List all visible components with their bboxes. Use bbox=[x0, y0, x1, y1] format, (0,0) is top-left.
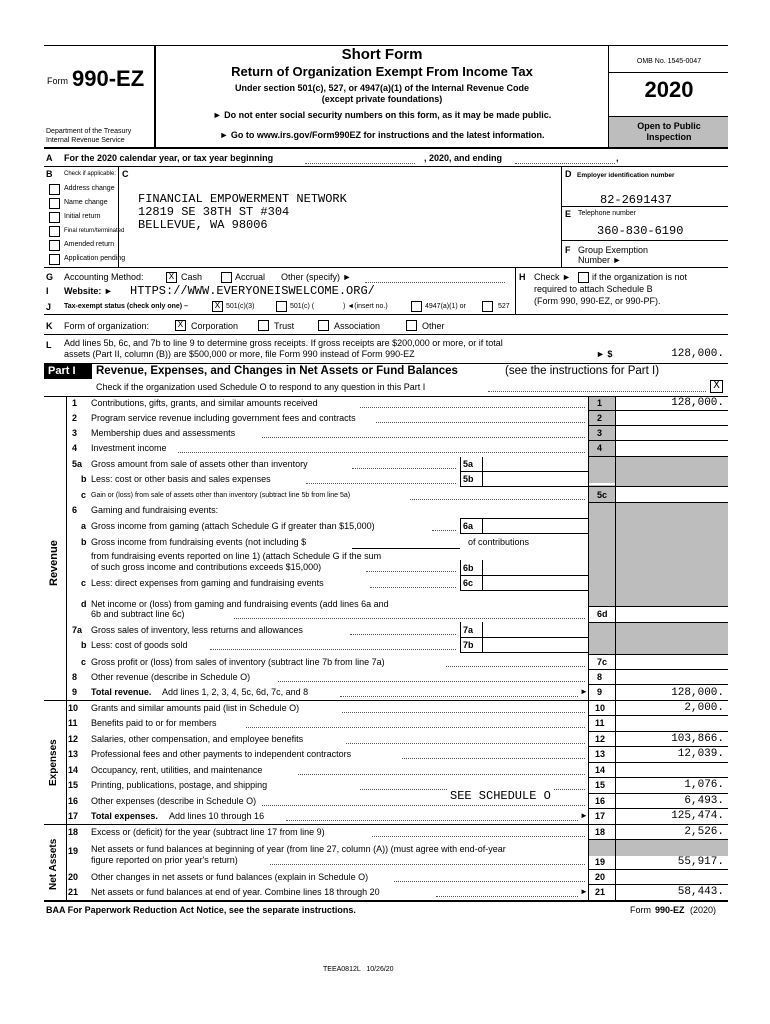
line-10-num: 10 bbox=[68, 703, 79, 713]
line-6d-text: Net income or (loss) from gaming and fundraising events (add lines 6a and bbox=[91, 599, 389, 609]
line-17-num: 17 bbox=[68, 811, 79, 821]
accrual-label: Accrual bbox=[235, 272, 266, 282]
line-6b-text-b: of contributions bbox=[468, 537, 530, 547]
part-i-title-note: (see the instructions for Part I) bbox=[505, 365, 660, 377]
line-a-label: A bbox=[46, 153, 53, 163]
section-e-title: Telephone number bbox=[578, 210, 636, 217]
line-19-num: 19 bbox=[68, 846, 79, 856]
line-9-amount[interactable]: 128,000. bbox=[671, 687, 724, 699]
line-5a-sub: 5a bbox=[463, 459, 474, 469]
line-5b-num: b bbox=[81, 474, 87, 484]
side-label-expenses: Expenses bbox=[48, 739, 59, 786]
line-5c-col: 5c bbox=[597, 490, 608, 500]
checkbox-4947[interactable] bbox=[411, 301, 422, 312]
line-8-num: 8 bbox=[72, 672, 78, 682]
line-5c-num: c bbox=[81, 490, 87, 500]
line-k-label: K bbox=[46, 321, 53, 331]
line-g-text: Accounting Method: bbox=[64, 272, 144, 282]
line-21-text: Net assets or fund balances at end of year. Combine lines 18 through 20 bbox=[91, 887, 380, 897]
line-5b-text: Less: cost or other basis and sales expenses bbox=[91, 474, 271, 484]
line-16-num: 16 bbox=[68, 796, 79, 806]
org-name[interactable]: FINANCIAL EMPOWERMENT NETWORK bbox=[138, 192, 347, 206]
section-d-label: D bbox=[565, 169, 572, 179]
k-opt-association: Association bbox=[334, 321, 381, 331]
line-17-text-b: Add lines 10 through 16 bbox=[169, 811, 265, 821]
line-19-text: Net assets or fund balances at beginning of year (from line 27, column (A)) (must agree with end-of-year bbox=[91, 844, 506, 854]
title-main: Return of Organization Exempt From Income Tax bbox=[231, 64, 533, 79]
checkbox-application-pending[interactable] bbox=[49, 254, 60, 265]
section-b-title: Check if applicable: bbox=[64, 171, 117, 177]
dept-line-2: Internal Revenue Service bbox=[46, 137, 125, 144]
line-3-col: 3 bbox=[597, 428, 603, 438]
line-l-label: L bbox=[46, 340, 52, 350]
other-method-field[interactable] bbox=[365, 282, 505, 283]
line-h-text-2: if the organization is not bbox=[592, 272, 688, 282]
section-f-title-2: Number ► bbox=[578, 255, 622, 265]
checkbox-trust[interactable] bbox=[258, 320, 269, 331]
line-i-label: I bbox=[46, 286, 49, 296]
line-14-num: 14 bbox=[68, 765, 79, 775]
line-7c-num: c bbox=[81, 657, 87, 667]
line-4-text: Investment income bbox=[91, 443, 167, 453]
j-opt-4947: 4947(a)(1) or bbox=[425, 303, 466, 310]
line-6d-num: d bbox=[81, 599, 87, 609]
line-11-col: 11 bbox=[595, 718, 605, 728]
line-6c-num: c bbox=[81, 578, 87, 588]
line-j-text: Tax-exempt status (check only one) – bbox=[64, 303, 188, 310]
tax-year-end-field[interactable] bbox=[515, 163, 615, 164]
line-15-col: 15 bbox=[595, 780, 606, 790]
checkbox-other-org[interactable] bbox=[406, 320, 417, 331]
checkbox-initial-return[interactable] bbox=[49, 212, 60, 223]
ein-value[interactable]: 82-2691437 bbox=[600, 193, 673, 207]
tax-year-begin-field[interactable] bbox=[305, 163, 415, 164]
form-page: Form 990-EZ Department of the Treasury Internal Revenue Service Short Form Return of Organization Exempt From Income Tax Under section 501(c), 527, or 4947(a)(1) of the Internal Revenue Code (except private foundations) ► Do not enter social security numbers on this form, as it may be made public. ► Go to www.irs.gov/Form990EZ for instructions and the latest information. OMB No. 1545-0047 2020 Open to Public Inspection A For the 2020 calendar year, or tax year beginning , 2020, and ending , B Check if applicable: Address change Name change Initial return Final return/terminated Amended return Application pending C FINANCIAL EMPOWERMENT NETWORK 12819 SE 38TH ST #304 BELLEVUE, WA 98006 D Employer identification number 82-2691437 E Telephone number 360-830-6190 F Group Exemption Number ► G Accounting Method: X Cash Accrual Other (specify) ► H Check ► if the organization is not required to attach Schedule B (Form 990, 990-EZ, or 990-PF). I Website: ► HTTPS://WWW.EVERYONEISWELCOME.ORG/ J Tax-exempt status (check only one) – X 501(c)(3) 501(c) ( ) ◄(insert no.) 4947(a)(1) or 527 K Form of organization: X Corporation Trust Association Other L Add lines 5b, 6c, and 7b to line 9 to determine gross receipts. If gross receipts are $200,000 or more, or if total assets (Part II, column (B)) are $500,000 or more, file Form 990 instead of Form 990-EZ ► $ 128,000. Part I Revenue, Expenses, and Changes in Net Assets or Fund Balances (see the instructions for Part I) Check if the organization used Schedule O to respond to any question in this Part I X Revenue Expenses Net Assets 1 Contributions, gifts, grants, and similar amounts received 1 128,000. 2 Program service revenue including government fees and contracts 2 3 Membership dues and assessments 3 4 Investment income 4 5a Gross amount from sale of assets other than inventory 5a b Less: cost or other basis and sales expenses 5b c Gain or (loss) from sale of assets other than inventory (subtract line 5b from line 5a) 5c 6 Gaming and fundraising events: a Gross income from gaming (attach Schedule G if greater than $15,000) 6a b Gross income from fundraising events (not including $ of contributions from fundraising events reported on line 1) (attach Schedule G if the sum of such gross income and contributions exceeds $15,000) 6b c Less: direct expenses from gaming and fundraising events 6c d Net income or (loss) from gaming and fundraising events (add lines 6a and 6b and subtract line 6c) 6d 7a Gross sales of inventory, less returns and allowances 7a b Less: cost of goods sold 7b c Gross profit or (loss) from sales of inventory (subtract line 7b from line 7a) 7c 8 Other revenue (describe in Schedule O) 8 9 Total revenue. Add lines 1, 2, 3, 4, 5c, 6d, 7c, and 8 ► 9 128,000. 10 Grants and similar amounts paid (list in Schedule O) 10 2,000. 11 Benefits paid to or for members 11 12 Salaries, other compensation, and employee benefits 12 103,866. 13 Professional fees and other payments to independent contractors 13 12,039. 14 Occupancy, rent, utilities, and maintenance 14 15 Printing, publications, postage, and shipping 15 1,076. 16 Other expenses (describe in Schedule O) SEE SCHEDULE O 16 6,493. 17 Total expenses. Add lines 10 through 16 ► 17 125,474. 18 Excess or (deficit) for the year (subtract line 17 from line 9) 18 2,526. 19 Net assets or fund balances at beginning of year (from line 27, column (A)) (must agree with end-of-year figure reported on prior year's return) 19 55,917. 20 Other changes in net assets or fund balances (explain in Schedule O) 20 21 Net assets or fund balances at end of year. Combine lines 18 through 20 ► 21 58,443. BAA For Paperwork Reduction Act Notice, see the separate instructions. Form 990-EZ (2020) TEEA0812L 10/26/20 bbox=[0, 0, 770, 1024]
omb-number: OMB No. 1545-0047 bbox=[636, 58, 702, 65]
section-b-label: B bbox=[46, 169, 53, 179]
k-opt-trust: Trust bbox=[274, 321, 295, 331]
checkbox-501c[interactable] bbox=[276, 301, 287, 312]
j-opt-527: 527 bbox=[498, 303, 510, 310]
line-2-col: 2 bbox=[597, 413, 603, 423]
line-1-col: 1 bbox=[597, 398, 603, 408]
line-17-text: Total expenses. bbox=[91, 811, 158, 821]
b-item-address-change: Address change bbox=[64, 185, 115, 192]
line-12-num: 12 bbox=[68, 734, 79, 744]
line-10-text: Grants and similar amounts paid (list in Schedule O) bbox=[91, 703, 300, 713]
footer-form-year: (2020) bbox=[690, 905, 717, 915]
subtitle-2: (except private foundations) bbox=[321, 94, 443, 104]
line-3-num: 3 bbox=[72, 428, 78, 438]
side-label-net-assets: Net Assets bbox=[48, 838, 59, 890]
phone-value[interactable]: 360-830-6190 bbox=[597, 224, 684, 238]
line-11-text: Benefits paid to or for members bbox=[91, 718, 217, 728]
checkbox-cash[interactable]: X bbox=[166, 272, 177, 283]
line-9-col: 9 bbox=[597, 687, 603, 697]
line-9-num: 9 bbox=[72, 687, 78, 697]
line-21-num: 21 bbox=[68, 887, 79, 897]
checkbox-association[interactable] bbox=[318, 320, 329, 331]
line-6c-sub: 6c bbox=[463, 578, 474, 588]
line-7b-num: b bbox=[81, 640, 87, 650]
line-6a-text: Gross income from gaming (attach Schedule G if greater than $15,000) bbox=[91, 521, 375, 531]
line-7a-text: Gross sales of inventory, less returns and allowances bbox=[91, 625, 303, 635]
line-21-col: 21 bbox=[595, 887, 606, 897]
line-9-text: Total revenue. bbox=[91, 687, 152, 697]
line-6d-col: 6d bbox=[597, 609, 608, 619]
line-16-note[interactable]: SEE SCHEDULE O bbox=[450, 789, 551, 803]
checkbox-name-change[interactable] bbox=[49, 198, 60, 209]
line-1-text: Contributions, gifts, grants, and similar amounts received bbox=[91, 398, 318, 408]
line-6b-text-d: of such gross income and contributions exceeds $15,000) bbox=[91, 562, 322, 572]
line-13-amount[interactable]: 12,039. bbox=[677, 748, 724, 760]
line-6c-text: Less: direct expenses from gaming and fundraising events bbox=[91, 578, 324, 588]
open-inspection-1: Open to Public bbox=[637, 121, 701, 131]
line-12-col: 12 bbox=[595, 734, 606, 744]
section-f-title: Group Exemption bbox=[578, 245, 649, 255]
line-18-amount[interactable]: 2,526. bbox=[684, 826, 724, 838]
b-item-name-change: Name change bbox=[64, 199, 108, 206]
line-2-num: 2 bbox=[72, 413, 78, 423]
subtitle-1: Under section 501(c), 527, or 4947(a)(1) of the Internal Revenue Code bbox=[234, 83, 530, 93]
form-word: Form bbox=[47, 76, 68, 86]
line-5b-sub: 5b bbox=[463, 474, 474, 484]
line-7b-sub: 7b bbox=[463, 640, 474, 650]
line-9-text-b: Add lines 1, 2, 3, 4, 5c, 6d, 7c, and 8 bbox=[162, 687, 309, 697]
gross-receipts-amount[interactable]: 128,000. bbox=[671, 348, 724, 360]
line-j-label: J bbox=[46, 302, 52, 312]
line-l-text-1: Add lines 5b, 6c, and 7b to line 9 to determine gross receipts. If gross receipts are $200,000 or more, or if total bbox=[64, 338, 503, 348]
line-16-col: 16 bbox=[595, 796, 606, 806]
part-i-badge: Part I bbox=[48, 365, 76, 377]
line-a-mid: , 2020, and ending bbox=[424, 153, 503, 163]
line-6-text: Gaming and fundraising events: bbox=[91, 505, 219, 515]
section-f-label: F bbox=[565, 245, 571, 255]
line-12-amount[interactable]: 103,866. bbox=[671, 733, 724, 745]
line-17-amount[interactable]: 125,474. bbox=[671, 810, 724, 822]
section-c-label: C bbox=[122, 169, 129, 179]
line-20-col: 20 bbox=[595, 872, 606, 882]
line-18-num: 18 bbox=[68, 827, 79, 837]
open-inspection-2: Inspection bbox=[646, 132, 692, 142]
line-3-text: Membership dues and assessments bbox=[91, 428, 236, 438]
line-16-amount[interactable]: 6,493. bbox=[684, 795, 724, 807]
part-i-title: Revenue, Expenses, and Changes in Net Assets or Fund Balances bbox=[96, 365, 458, 377]
line-g-label: G bbox=[46, 272, 54, 282]
line-6b-sub: 6b bbox=[463, 563, 474, 573]
line-19-col: 19 bbox=[595, 857, 606, 867]
checkbox-accrual[interactable] bbox=[221, 272, 232, 283]
line-20-text: Other changes in net assets or fund balances (explain in Schedule O) bbox=[91, 872, 369, 882]
notice-website: ► Go to www.irs.gov/Form990EZ for instructions and the latest information. bbox=[219, 130, 545, 140]
line-6b-text: Gross income from fundraising events (not including $ bbox=[91, 537, 307, 547]
checkbox-schedule-o[interactable]: X bbox=[710, 380, 723, 393]
checkbox-527[interactable] bbox=[482, 301, 493, 312]
line-4-col: 4 bbox=[597, 443, 603, 453]
checkbox-amended-return[interactable] bbox=[49, 240, 60, 251]
section-e-label: E bbox=[565, 209, 572, 219]
footer-code: TEEA0812L 10/26/20 bbox=[323, 966, 394, 973]
other-method-label: Other (specify) ► bbox=[281, 272, 352, 282]
line-2-text: Program service revenue including government fees and contracts bbox=[91, 413, 356, 423]
line-5c-text: Gain or (loss) from sale of assets other than inventory (subtract line 5b from line 5a) bbox=[91, 492, 351, 499]
line-6-num: 6 bbox=[72, 505, 78, 515]
line-15-num: 15 bbox=[68, 780, 79, 790]
line-5a-text: Gross amount from sale of assets other than inventory bbox=[91, 459, 308, 469]
section-d-title: Employer identification number bbox=[577, 172, 675, 179]
form-number: 990-EZ bbox=[72, 66, 145, 91]
checkbox-address-change[interactable] bbox=[49, 184, 60, 195]
line-6b-contrib-field[interactable] bbox=[352, 548, 460, 549]
line-h-text-3: required to attach Schedule B bbox=[534, 284, 653, 294]
org-address-2[interactable]: BELLEVUE, WA 98006 bbox=[138, 218, 268, 232]
line-21-amount[interactable]: 58,443. bbox=[677, 886, 724, 898]
line-l-text-2: assets (Part II, column (B)) are $500,000 or more, file Form 990 instead of Form 990-EZ bbox=[64, 349, 415, 359]
line-i-text: Website: ► bbox=[64, 286, 113, 296]
line-6b-text-c: from fundraising events reported on line 1) (attach Schedule G if the sum bbox=[91, 551, 382, 561]
line-5a-num: 5a bbox=[72, 459, 83, 469]
line-19-amount[interactable]: 55,917. bbox=[677, 856, 724, 868]
side-label-revenue: Revenue bbox=[48, 540, 60, 586]
line-7a-num: 7a bbox=[72, 625, 83, 635]
line-1-amount[interactable]: 128,000. bbox=[671, 397, 724, 409]
b-item-application-pending: Application pending bbox=[64, 255, 126, 262]
line-13-col: 13 bbox=[595, 749, 606, 759]
line-15-amount[interactable]: 1,076. bbox=[684, 779, 724, 791]
k-opt-corporation: Corporation bbox=[191, 321, 239, 331]
line-16-text: Other expenses (describe in Schedule O) bbox=[91, 796, 257, 806]
line-18-col: 18 bbox=[595, 827, 606, 837]
checkbox-schedule-b[interactable] bbox=[578, 272, 589, 283]
line-15-text: Printing, publications, postage, and shipping bbox=[91, 780, 268, 790]
line-7b-text: Less: cost of goods sold bbox=[91, 640, 188, 650]
line-7c-col: 7c bbox=[597, 657, 608, 667]
b-item-final-return: Final return/terminated bbox=[64, 228, 125, 234]
line-1-num: 1 bbox=[72, 398, 78, 408]
line-17-col: 17 bbox=[595, 811, 606, 821]
line-7a-sub: 7a bbox=[463, 625, 474, 635]
checkbox-final-return[interactable] bbox=[49, 226, 60, 237]
checkbox-501c3[interactable]: X bbox=[212, 301, 223, 312]
j-opt-501c: 501(c) ( bbox=[290, 303, 315, 310]
org-address-1[interactable]: 12819 SE 38TH ST #304 bbox=[138, 205, 290, 219]
notice-ssn: ► Do not enter social security numbers on this form, as it may be made public. bbox=[212, 110, 552, 120]
line-14-col: 14 bbox=[595, 765, 606, 775]
line-4-num: 4 bbox=[72, 443, 78, 453]
dept-line-1: Department of the Treasury bbox=[46, 128, 132, 135]
line-6a-num: a bbox=[81, 521, 87, 531]
line-11-num: 11 bbox=[68, 718, 78, 728]
line-a-end: , bbox=[616, 153, 619, 163]
line-8-col: 8 bbox=[597, 672, 603, 682]
line-l-arrow: ► $ bbox=[596, 349, 613, 359]
line-h-text-1: Check ► bbox=[534, 272, 571, 282]
j-opt-501c3: 501(c)(3) bbox=[226, 303, 255, 310]
line-10-col: 10 bbox=[595, 703, 606, 713]
k-opt-other: Other bbox=[422, 321, 445, 331]
line-k-text: Form of organization: bbox=[64, 321, 150, 331]
line-12-text: Salaries, other compensation, and employee benefits bbox=[91, 734, 304, 744]
checkbox-corporation[interactable]: X bbox=[175, 320, 186, 331]
tax-year: 2020 bbox=[644, 77, 694, 102]
title-short-form: Short Form bbox=[341, 46, 423, 63]
line-a-text: For the 2020 calendar year, or tax year beginning bbox=[64, 153, 274, 163]
line-h-label: H bbox=[519, 272, 526, 282]
line-6a-sub: 6a bbox=[463, 521, 474, 531]
line-8-text: Other revenue (describe in Schedule O) bbox=[91, 672, 251, 682]
line-6d-text-b: 6b and subtract line 6c) bbox=[91, 609, 185, 619]
line-13-text: Professional fees and other payments to independent contractors bbox=[91, 749, 352, 759]
b-item-amended-return: Amended return bbox=[64, 241, 115, 248]
line-20-num: 20 bbox=[68, 872, 79, 882]
line-h-text-4: (Form 990, 990-EZ, or 990-PF). bbox=[534, 296, 661, 306]
b-item-initial-return: Initial return bbox=[64, 213, 101, 220]
j-opt-insert-no: ) ◄(insert no.) bbox=[343, 303, 388, 310]
line-6b-num: b bbox=[81, 537, 87, 547]
line-7c-text: Gross profit or (loss) from sales of inventory (subtract line 7b from line 7a) bbox=[91, 657, 385, 667]
line-14-text: Occupancy, rent, utilities, and maintenance bbox=[91, 765, 263, 775]
cash-label: Cash bbox=[181, 272, 203, 282]
line-13-num: 13 bbox=[68, 749, 79, 759]
footer-notice: BAA For Paperwork Reduction Act Notice, see the separate instructions. bbox=[46, 905, 356, 915]
line-18-text: Excess or (deficit) for the year (subtract line 17 from line 9) bbox=[91, 827, 325, 837]
footer-form-number: 990-EZ bbox=[655, 905, 685, 915]
footer-form-word: Form bbox=[630, 905, 651, 915]
line-10-amount[interactable]: 2,000. bbox=[684, 702, 724, 714]
website-value[interactable]: HTTPS://WWW.EVERYONEISWELCOME.ORG/ bbox=[130, 284, 375, 298]
line-19-text-b: figure reported on prior year's return) bbox=[91, 855, 238, 865]
part-i-check-text: Check if the organization used Schedule O to respond to any question in this Part I bbox=[96, 382, 426, 392]
